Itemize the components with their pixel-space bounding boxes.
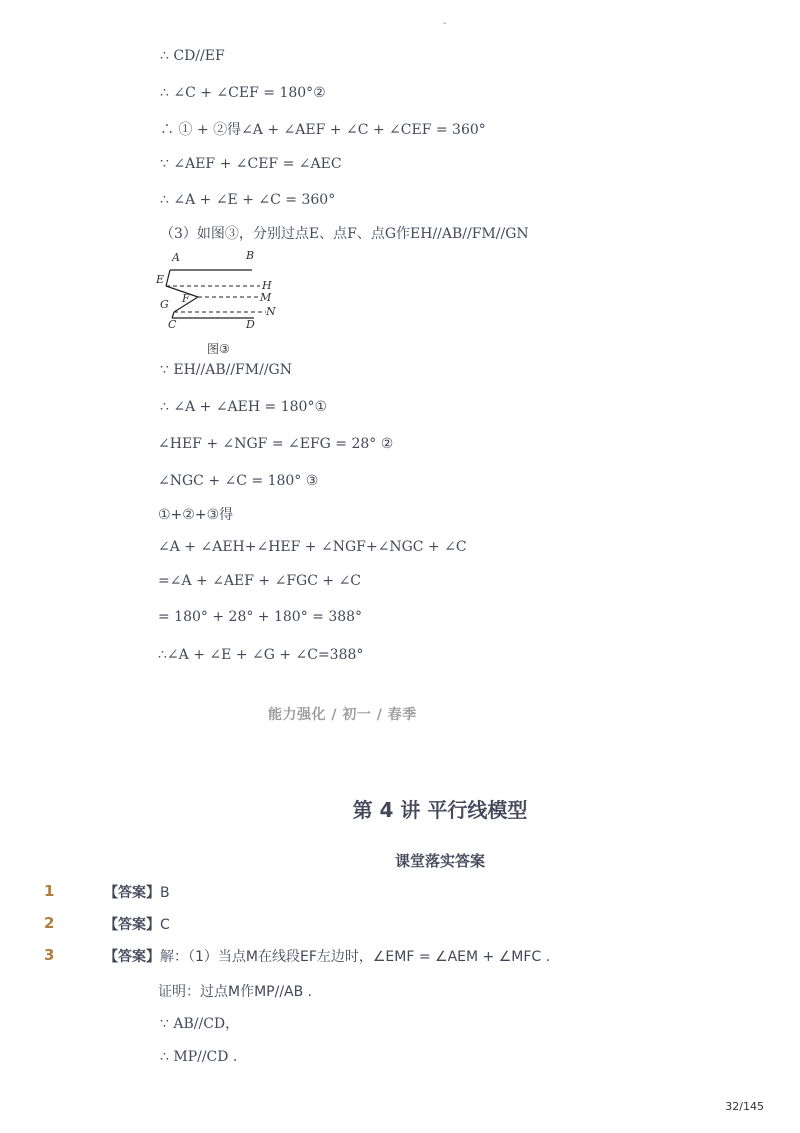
- proof-line: ∴ ① + ②得∠A + ∠AEF + ∠C + ∠CEF = 360°: [160, 122, 486, 138]
- answer-proof-line: ∵ AB//CD，: [160, 1016, 240, 1032]
- figure-caption: 图③: [207, 342, 230, 356]
- answer-line: [104, 884, 170, 902]
- answer-tag: 【答案】: [104, 949, 160, 965]
- label-m: M: [260, 291, 272, 304]
- answer-text: C: [160, 917, 170, 933]
- proof-line: = 180° + 28° + 180° = 388°: [158, 609, 363, 625]
- answer-proof-line: 证明：过点M作MP//AB .: [158, 984, 313, 1000]
- geometry-figure: [150, 246, 290, 338]
- label-g: G: [160, 298, 169, 311]
- label-c: C: [168, 318, 177, 331]
- proof-line: （3）如图③，分别过点E、点F、点G作EH//AB//FM//GN: [160, 226, 529, 242]
- proof-line: ∴ ∠A + ∠E + ∠C = 360°: [160, 192, 336, 208]
- proof-line: ∴∠A + ∠E + ∠G + ∠C=388°: [158, 647, 364, 663]
- proof-line: ①+②+③得: [158, 507, 234, 523]
- answer-tag: 【答案】: [104, 917, 160, 933]
- answer-text: 解：（1）当点M在线段EF左边时，∠EMF = ∠AEM + ∠MFC .: [160, 949, 551, 965]
- proof-line: ∵ EH//AB//FM//GN: [160, 362, 292, 378]
- series-footer: 能力强化 / 初一 / 春季: [268, 707, 417, 723]
- proof-line: =∠A + ∠AEF + ∠FGC + ∠C: [158, 573, 362, 589]
- proof-line: ∴ CD//EF: [160, 48, 225, 64]
- lecture-title: 第 4 讲 平行线模型: [352, 798, 528, 822]
- answer-line: [104, 916, 170, 934]
- label-d: D: [246, 318, 255, 331]
- proof-line: ∴ ∠C + ∠CEF = 180°②: [160, 85, 326, 101]
- proof-line: ∠NGC + ∠C = 180° ③: [158, 473, 319, 489]
- question-number: 2: [44, 914, 55, 932]
- proof-line: ∵ ∠AEF + ∠CEF = ∠AEC: [160, 156, 342, 172]
- answer-tag: 【答案】: [104, 885, 160, 901]
- top-mark: -: [443, 18, 447, 29]
- proof-line: ∠HEF + ∠NGF = ∠EFG = 28° ②: [158, 436, 394, 452]
- label-h: H: [262, 279, 272, 292]
- section-title: 课堂落实答案: [394, 852, 485, 870]
- page-number: 32/145: [725, 1100, 764, 1113]
- proof-line: ∴ ∠A + ∠AEH = 180°①: [160, 399, 328, 415]
- label-e: E: [156, 273, 165, 286]
- label-n: N: [266, 305, 276, 318]
- answer-text: B: [160, 885, 170, 901]
- label-a: A: [172, 251, 180, 264]
- answer-proof-line: ∴ MP//CD .: [160, 1049, 238, 1065]
- question-number: 1: [44, 882, 55, 900]
- label-f: F: [182, 292, 190, 305]
- answer-line: [104, 948, 550, 966]
- question-number: 3: [44, 946, 55, 964]
- proof-line: ∠A + ∠AEH+∠HEF + ∠NGF+∠NGC + ∠C: [158, 539, 467, 555]
- label-b: B: [246, 249, 255, 262]
- line-ae: [166, 270, 170, 286]
